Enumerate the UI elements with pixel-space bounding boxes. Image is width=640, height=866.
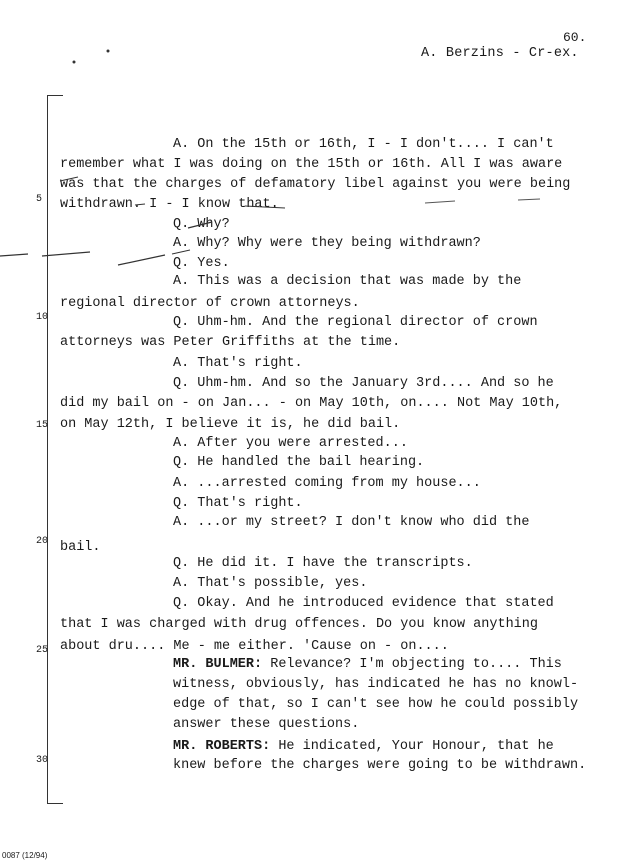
line-number: 10 (36, 312, 49, 323)
strike-mark (245, 206, 285, 208)
transcript-line: A. On the 15th or 16th, I - I don't.... I can't (173, 137, 554, 152)
transcript-line: that I was charged with drug offences. Do you know anything (60, 617, 538, 632)
stray-mark (425, 201, 455, 203)
speck (73, 61, 76, 64)
line-number: 15 (36, 420, 49, 431)
line-number: 5 (36, 194, 43, 205)
transcript-line: on May 12th, I believe it is, he did bail. (60, 417, 401, 432)
transcript-text: Relevance? I'm objecting to.... This (270, 657, 562, 672)
page-number: 60. (563, 30, 587, 45)
transcript-line: Q. That's right. (173, 496, 303, 511)
transcript-line: A. After you were arrested... (173, 436, 408, 451)
transcript-line: about dru.... Me - me either. 'Cause on - on.... (60, 639, 449, 654)
transcript-line: knew before the charges were going to be withdrawn. (173, 758, 587, 773)
speck (107, 50, 110, 53)
strike-mark (60, 177, 78, 181)
transcript-line: answer these questions. (173, 717, 360, 732)
transcript-line: Q. Uhm-hm. And so the January 3rd.... And so he (173, 376, 554, 391)
strike-mark (188, 222, 212, 228)
transcript-line: Q. He did it. I have the transcripts. (173, 556, 473, 571)
line-number: 20 (36, 536, 49, 547)
transcript-line: A. Why? Why were they being withdrawn? (173, 236, 481, 251)
transcript-line: A. That's right. (173, 356, 303, 371)
transcript-line: attorneys was Peter Griffiths at the time. (60, 335, 401, 350)
transcript-line: Q. He handled the bail hearing. (173, 455, 425, 470)
line-number: 30 (36, 755, 49, 766)
transcript-line: Q. Yes. (173, 256, 230, 271)
transcript-line: A. ...arrested coming from my house... (173, 476, 481, 491)
transcript-line: regional director of crown attorneys. (60, 296, 360, 311)
transcript-line: A. That's possible, yes. (173, 576, 368, 591)
transcript-line: Q. Why? (173, 217, 230, 232)
page-header: A. Berzins - Cr-ex. (421, 46, 579, 61)
speaker-label-roberts: MR. ROBERTS: (173, 739, 271, 754)
strike-mark (135, 204, 145, 205)
line-number: 25 (36, 645, 49, 656)
pen-stroke (172, 250, 190, 254)
transcript-line: remember what I was doing on the 15th or 16th. All I was aware (60, 157, 563, 172)
transcript-line: did my bail on - on Jan... - on May 10th, on.... Not May 10th, (60, 396, 563, 411)
transcript-line: Q. Uhm-hm. And the regional director of crown (173, 315, 538, 330)
transcript-line: Q. Okay. And he introduced evidence that stated (173, 596, 554, 611)
transcript-line: edge of that, so I can't see how he could possibly (173, 697, 579, 712)
transcript-line: A. This was a decision that was made by the (173, 274, 522, 289)
transcript-line: witness, obviously, has indicated he has no knowl- (173, 677, 579, 692)
transcript-line: was that the charges of defamatory libel against you were being (60, 177, 571, 192)
transcript-text: He indicated, Your Honour, that he (278, 739, 554, 754)
transcript-line: bail. (60, 540, 101, 555)
stray-mark (518, 199, 540, 200)
pen-stroke (0, 252, 165, 265)
transcript-line: A. ...or my street? I don't know who did the (173, 515, 530, 530)
speaker-label-bulmer: MR. BULMER: (173, 657, 263, 672)
form-footer: 0087 (12/94) (2, 851, 48, 860)
transcript-line: withdrawn. I - I know that. (60, 197, 279, 212)
